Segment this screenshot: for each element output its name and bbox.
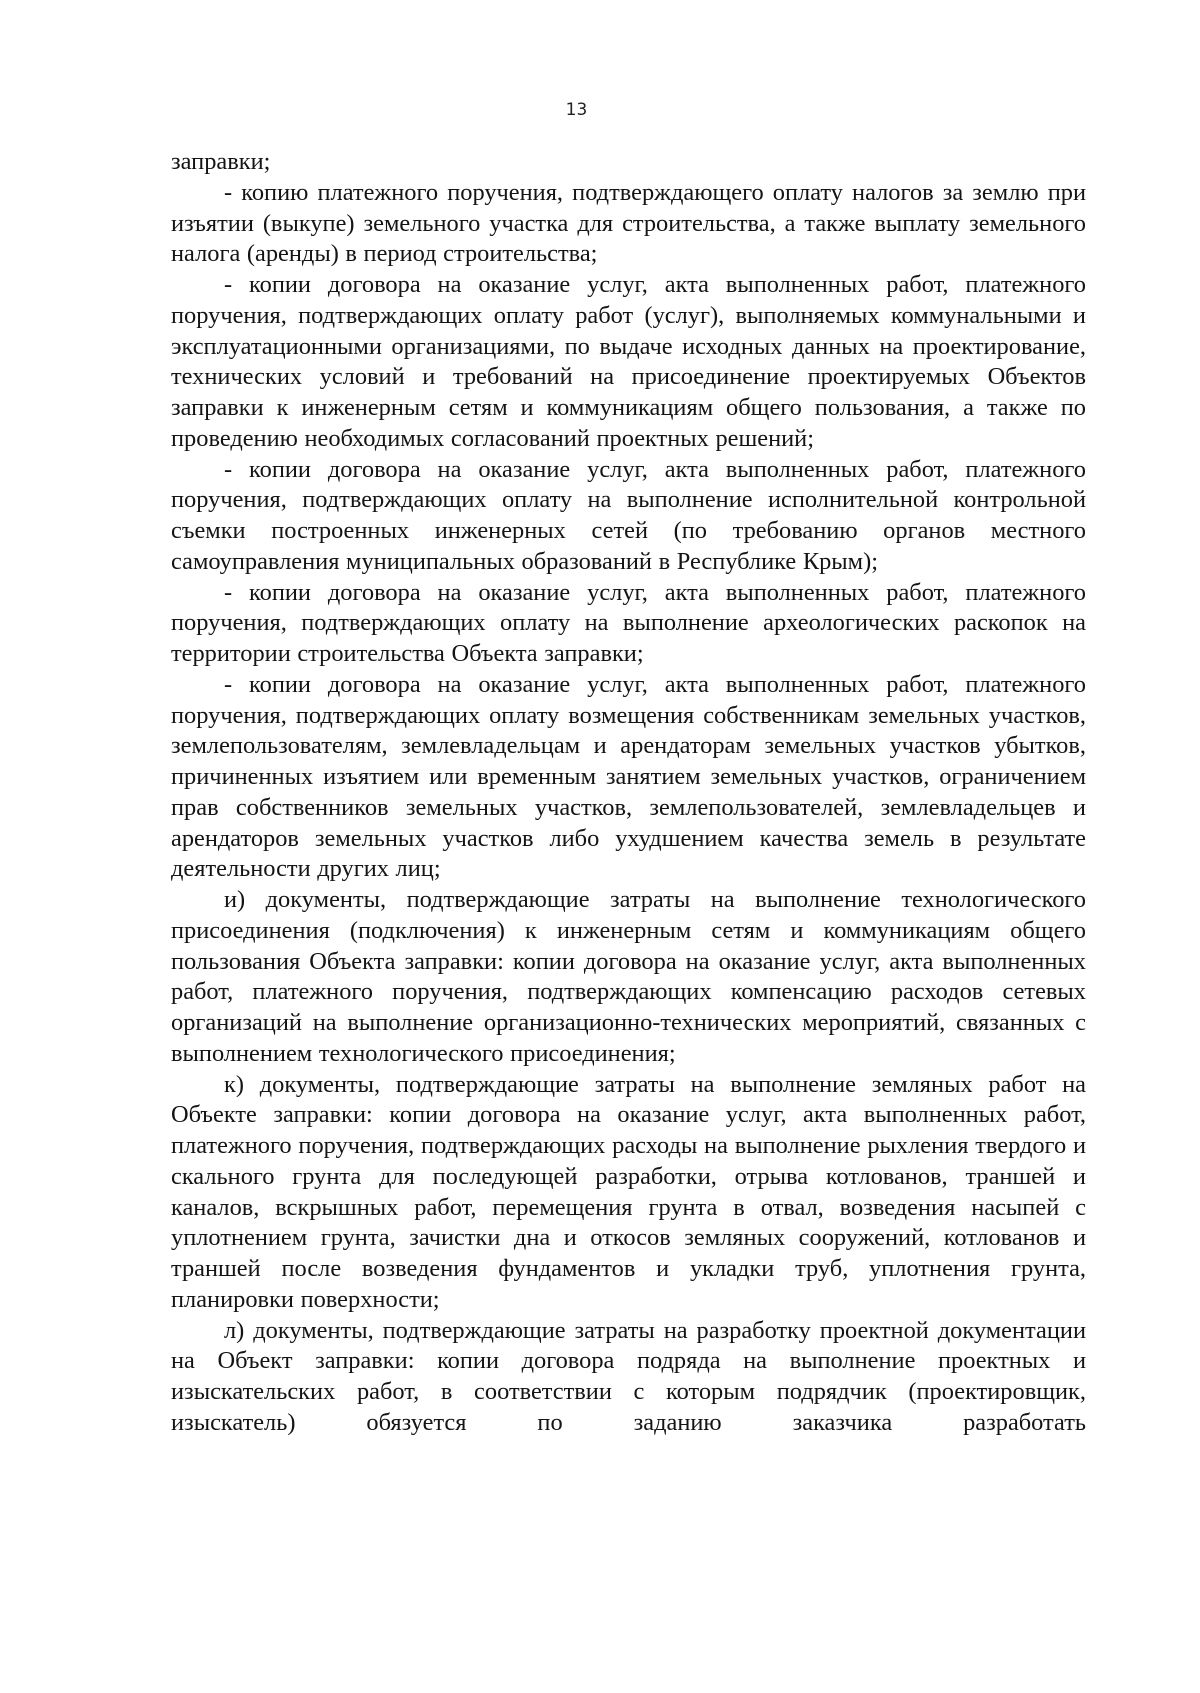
page-number: 13 [565,100,588,120]
paragraph-utility-services: - копии договора на оказание услуг, акта выполненных работ, платежного поручения, подтверждающих оплату работ (услуг), выполняемых коммунальными и эксплуатационными организациями, по выдаче исходных данных на проектирование, технических условий и требований на присоединение проектируемых Объектов заправки к инженерным сетям и коммуникациям общего пользования, а также по проведению необходимых согласований проектных решений; [171,271,1086,452]
paragraph-compensation: - копии договора на оказание услуг, акта выполненных работ, платежного поручения, подтверждающих оплату возмещения собственникам земельных участков, землепользователям, землевладельцам и арендаторам земельных участков убытков, причиненных изъятием или временным занятием земельных участков, ограничением прав собственников земельных участков, землепользователей, землевладельцев и арендаторов земельных участков либо ухудшением качества земель в результате деятельности других лиц; [171,670,1086,883]
paragraph-item-i: и) документы, подтверждающие затраты на выполнение технологического присоединения (подключения) к инженерным сетям и коммуникациям общего пользования Объекта заправки: копии договора на оказание услуг, акта выполненных работ, платежного поручения, подтверждающих компенсацию расходов сетевых организаций на выполнение организационно-технических мероприятий, связанных с выполнением технологического присоединения; [171,886,1086,1067]
paragraph-tax-payment: - копию платежного поручения, подтверждающего оплату налогов за землю при изъятии (выкупе) земельного участка для строительства, а также выплату земельного налога (аренды) в период строительства; [171,178,1086,268]
paragraph-item-k: к) документы, подтверждающие затраты на выполнение земляных работ на Объекте заправки: копии договора на оказание услуг, акта выполненных работ, платежного поручения, подтверждающих расходы на выполнение рыхления твердого и скального грунта для последующей разработки, отрыва котлованов, траншей и каналов, вскрышных работ, перемещения грунта в отвал, возведения насыпей с уплотнением грунта, зачистки дна и откосов земляных сооружений, котлованов и траншей после возведения фундаментов и укладки труб, уплотнения грунта, планировки поверхности; [171,1070,1086,1313]
paragraph-item-l: л) документы, подтверждающие затраты на разработку проектной документации на Объект заправки: копии договора подряда на выполнение проектных и изыскательских работ, в соответствии с которым подрядчик (проектировщик, изыскатель) обязуется по заданию заказчика разработать [171,1316,1086,1436]
paragraph-survey: - копии договора на оказание услуг, акта выполненных работ, платежного поручения, подтверждающих оплату на выполнение исполнительной контрольной съемки построенных инженерных сетей (по требованию органов местного самоуправления муниципальных образований в Республике Крым); [171,455,1086,575]
paragraph-continuation: заправки; [171,148,271,175]
document-body [171,147,1086,1439]
paragraph-archaeology: - копии договора на оказание услуг, акта выполненных работ, платежного поручения, подтверждающих оплату на выполнение археологических раскопок на территории строительства Объекта заправки; [171,578,1086,667]
